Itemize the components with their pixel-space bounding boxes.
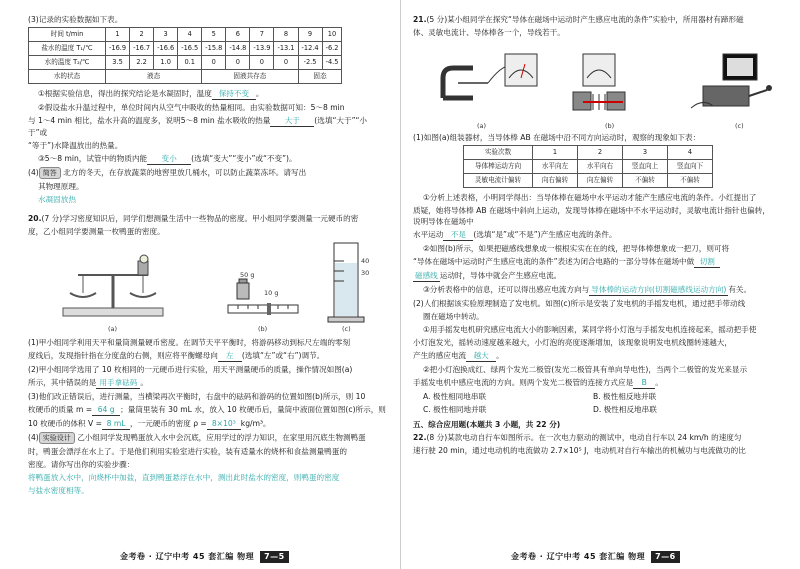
table-cell: 1 [533,146,578,160]
q3-3: ③5～8 min，试管中的物质内能 变小 (选填“变大”“变小”或“不变”)。 [38,154,297,163]
q20-4-answer: 将鸭蛋放入水中，向烧杯中加盐，直到鸭蛋悬浮在水中，测出此时盐水的密度，则鸭蛋的密度 [28,473,340,483]
figure-caption: (b) [605,122,615,130]
q20-cont: 度，乙小组同学要测量一枚鸭蛋的密度。 [28,227,165,237]
hand-generator-figure [683,50,783,118]
table-cell: 2 [130,28,154,42]
answer-blank: 用手拿砝码 [96,377,140,389]
answer-blank: 64 g [92,404,120,416]
table-cell: 2 [578,146,623,160]
option-b: B. 极性相反地并联 [593,392,657,401]
q20: 20.(7 分)学习密度知识后，同学们想测量生活中一些物品的密度。甲小组同学要测量一元硬币的密 [28,214,359,224]
figure-caption: (b) [258,325,268,334]
left-footer: 金考卷 · 辽宁中考 45 套汇编 物理 7—5 [120,551,289,563]
answer-blank: 8 mL [102,418,130,430]
table-cell: 7 [250,28,274,42]
table-cell: -13.9 [250,42,274,56]
table-cell: 不偏转 [668,174,713,188]
weight-label: 50 g [240,271,255,280]
q21-2-7: ②把小灯泡换成红、绿两个发光二极管(发光二极管具有单向导电性)，当两个二极管的发光来显示 [423,365,748,374]
q21-2-2: 圈在磁场中转动。 [423,312,484,321]
scale-label: 30 [361,269,370,278]
table-cell: 水平向左 [533,160,578,174]
answer-blank: 磁感线 [415,271,438,280]
answer-blank: 左 [218,350,242,362]
table-cell: 9 [298,28,322,42]
q21-1c: 水平运动 不是 (选填“是”或“不是”)产生感应电流的条件。 [413,230,617,239]
figure-caption: (c) [342,325,351,334]
q20-1: (1)甲小组同学利用天平和量筒测量硬币密度。在调节天平平衡时，将游码移动到标尺左端的零刻 [28,338,351,348]
q20-figures [28,239,386,335]
table-cell: 实验次数 [464,146,533,160]
section-5-heading: 五、综合应用题(本题共 3 小题，共 22 分) [413,420,561,429]
right-page [400,0,800,569]
answer-blank: 越大 [466,350,496,362]
q21-2-4: 小灯泡发光，摇转动速度越来越大，小灯泡的亮度逐渐增加，该现象说明发电机线圈转速越大， [413,338,732,347]
q20-1-cont: 度线后，发现指针指在分度盘的右侧，则应将平衡螺母向 左 (选填“左”或“右”)调节。 [28,351,325,361]
figure-caption: (c) [735,122,744,130]
figure-caption: (a) [477,122,487,130]
table-cell: 固态 [298,70,342,84]
option-c: C. 极性相同地并联 [423,405,487,414]
q4-answer: 水凝固放热 [38,195,76,205]
answer-blank: 保持不变 [212,88,256,100]
q20-3-end: 10 枚硬币的体积 V = 8 mL ，一元硬币的密度 ρ = 8×10³ kg/m³。 [28,419,271,429]
table-cell: 0.1 [178,56,202,70]
table-cell: 导体棒运动方向 [464,160,533,174]
q3-1: ①根据实验信息，得出的探究结论是水凝固时，温度 保持不变 。 [38,89,264,98]
q4: (4) 简答 北方的冬天，在存放蔬菜的地窖里放几桶水，可以防止蔬菜冻坏。请写出 [28,167,386,179]
table-cell: -6.2 [322,42,342,56]
magnetic-field-figure [563,46,653,118]
cylinder-figure [324,241,374,325]
table-cell: 1 [106,28,130,42]
q3-2-end: “等于”)水降温放出的热量。 [28,141,123,150]
table-cell: -15.8 [202,42,226,56]
answer-blank: 切割 [694,256,720,268]
q3-intro: (3)记录的实验数据如下表。 [28,15,123,24]
answer-blank: 导体棒的运动方向(切割磁感线运动方向) [591,285,727,294]
table-row [29,56,342,70]
table-cell: -16.6 [154,42,178,56]
table-cell: 盐水的温度 T₁/℃ [29,42,106,56]
weights-figure [223,269,303,319]
q20-3-cont: 枚硬币的质量 m = 64 g ；量筒里装有 30 mL 水，放入 10 枚硬币后，量筒中液面位置如图(c)所示，则 [28,405,386,415]
table-row [464,174,713,188]
table-cell: 液态 [106,70,202,84]
table-cell: 竖直向上 [623,160,668,174]
table-cell: 水的温度 T₂/℃ [29,56,106,70]
table-cell: 灵敏电流计偏转 [464,174,533,188]
table-row [29,42,342,56]
q4-cont: 其物理原理。 [38,182,84,192]
table-cell: -16.5 [178,42,202,56]
options-row-2 [413,404,776,415]
answer-blank: 不是 [443,229,473,241]
q21-1a: ①分析上述表格，小明同学得出：当导体棒在磁场中水平运动才能产生感应电流的条件。小红提出了 [423,193,757,202]
q21-2-5: 产生的感应电流 越大 。 [413,351,504,360]
table-cell: -4.5 [322,56,342,70]
short-answer-tag: 简答 [39,167,61,179]
table-cell: 0 [250,56,274,70]
table-cell: 0 [226,56,250,70]
table-cell: 10 [322,28,342,42]
balance-figure [58,253,168,323]
table-row [29,70,342,84]
figure-caption: (a) [108,325,118,334]
table-cell: 6 [226,28,250,42]
table-row [464,160,713,174]
answer-blank: 大于 [270,115,314,127]
page-number: 7—6 [651,551,680,563]
q21-2a: ②如图(b)所示，如果把磁感线想象成一根根实实在在的线，把导体棒想象成一把刀，则可将 [423,244,730,253]
q3-2: ②假设盐水升温过程中，单位时间内从空气中吸收的热量相同。由实验数据可知：5～8 min [38,103,345,112]
table-cell: -13.1 [274,42,298,56]
q21-figures [413,40,776,130]
q21-2c: 磁感线 运动时，导体中就会产生感应电流。 [415,271,562,280]
table-cell: 3.5 [106,56,130,70]
answer-blank: 变小 [147,153,191,165]
table-cell: 0 [274,56,298,70]
q21: 21.(5 分)某小组同学在探究“导体在磁场中运动时产生感应电流的条件”实验中，所用器材有蹄形磁 [413,15,744,24]
table-cell: -16.7 [130,42,154,56]
weight-label: 10 g [264,289,279,298]
q22: 22.(8 分)某款电动自行车如图所示。在一次电力驱动的测试中，电动自行车以 24 km/h 的速度匀 [413,433,742,442]
q20-4: (4) 实验设计 乙小组同学发现鸭蛋放入水中会沉底，应用学过的浮力知识，在家里用沉底生物测鸭蛋 [28,432,386,444]
table-cell: 向左偏转 [578,174,623,188]
q20-4-answer-cont: 与盐水密度相等。 [28,486,89,496]
q21-2b: “导体在磁场中运动时产生感应电流的条件”表述为闭合电路的一部分导体在磁场中做 切割 [413,256,776,268]
induction-table [463,145,713,188]
q21-1: (1)如图(a)组装器材，当导体棒 AB 在磁场中沿不同方向运动时，观察的现象如下表： [413,133,701,142]
q21-2-1: (2)人们根据该实验原理制造了发电机。如图(c)所示是安装了发电机的手摇发电机，通过把手带动线 [413,299,746,308]
q21-1b: 质疑，她将导体棒 AB 在磁场中斜向上运动，发现导体棒在磁场中不水平运动时，灵敏电流计指针也偏转，说明导体在磁场中 [413,206,770,226]
table-cell: 5 [202,28,226,42]
page-number: 7—5 [260,551,289,563]
table-cell: 4 [668,146,713,160]
answer-blank: B [633,377,655,389]
q3-2-cont: 与 1～4 min 相比，盐水升高的温度多，说明5～8 min 盐水吸收的热量 大于 (选填“大于”“小于”或 [28,116,368,137]
option-a: A. 极性相同地串联 [423,392,487,401]
temperature-table [28,27,342,84]
table-cell: 8 [274,28,298,42]
table-cell: 3 [154,28,178,42]
table-cell: 水平向右 [578,160,623,174]
answer-blank: 8×10³ [207,418,241,430]
q20-2-cont: 所示，其中错误的是 用手拿砝码 。 [28,378,148,388]
table-cell: 4 [178,28,202,42]
q20-2: (2)甲小组同学选用了 10 枚相同的一元硬币进行实验，用天平测量硬币的质量，操作情况如图(a) [28,365,353,375]
table-cell: 0 [202,56,226,70]
q21-2-8: 手摇发电机中感应电流的方向。则两个发光二极管的连接方式应是 B 。 [413,378,663,387]
q20-4-cont: 时，鸭蛋会漂浮在水上了。于是他们利用实验室进行实验，装有适量水的烧杯和食盐测量鸭蛋的 [28,447,347,457]
option-d: D. 极性相反地串联 [593,405,657,414]
table-cell: -12.4 [298,42,322,56]
q20-3: (3)他们改正错误后，进行测量，当横梁再次平衡时，右盘中的砝码和游码的位置如图(b)所示，则 10 [28,392,366,402]
scale-label: 40 [361,257,370,266]
options-row-1 [413,391,776,402]
table-cell: 不偏转 [623,174,668,188]
table-row [464,146,713,160]
table-cell: -16.9 [106,42,130,56]
magnet-circuit-figure [433,48,543,118]
q21-2-3: ①用手摇发电机研究感应电流大小的影响因素，某同学将小灯泡与手摇发电机连接起来，摇动把手使 [423,325,757,334]
table-cell: 水的状态 [29,70,106,84]
right-footer: 金考卷 · 辽宁中考 45 套汇编 物理 7—6 [511,551,680,563]
table-cell: 固液共存态 [202,70,298,84]
q21-cont: 体、灵敏电流计、导体棒各一个，导线若干。 [413,28,565,37]
table-cell: 2.2 [130,56,154,70]
q20-4-cont2: 密度。请你写出你的实验步骤： [28,460,135,470]
table-cell: 向右偏转 [533,174,578,188]
q21-3: ③分析表格中的信息，还可以得出感应电流方向与 导体棒的运动方向(切割磁感线运动方向) 有关。 [423,285,752,294]
experiment-design-tag: 实验设计 [39,432,75,444]
table-cell: 1.0 [154,56,178,70]
q22-cont: 速行驶 20 min，通过电动机的电流做功 2.7×10⁵ J，电动机对自行车输出的机械功与电流做功的比 [413,446,746,455]
table-cell: -2.5 [298,56,322,70]
table-row [29,28,342,42]
table-cell: 3 [623,146,668,160]
table-cell: 竖直向下 [668,160,713,174]
table-cell: -14.8 [226,42,250,56]
table-cell: 时间 t/min [29,28,106,42]
